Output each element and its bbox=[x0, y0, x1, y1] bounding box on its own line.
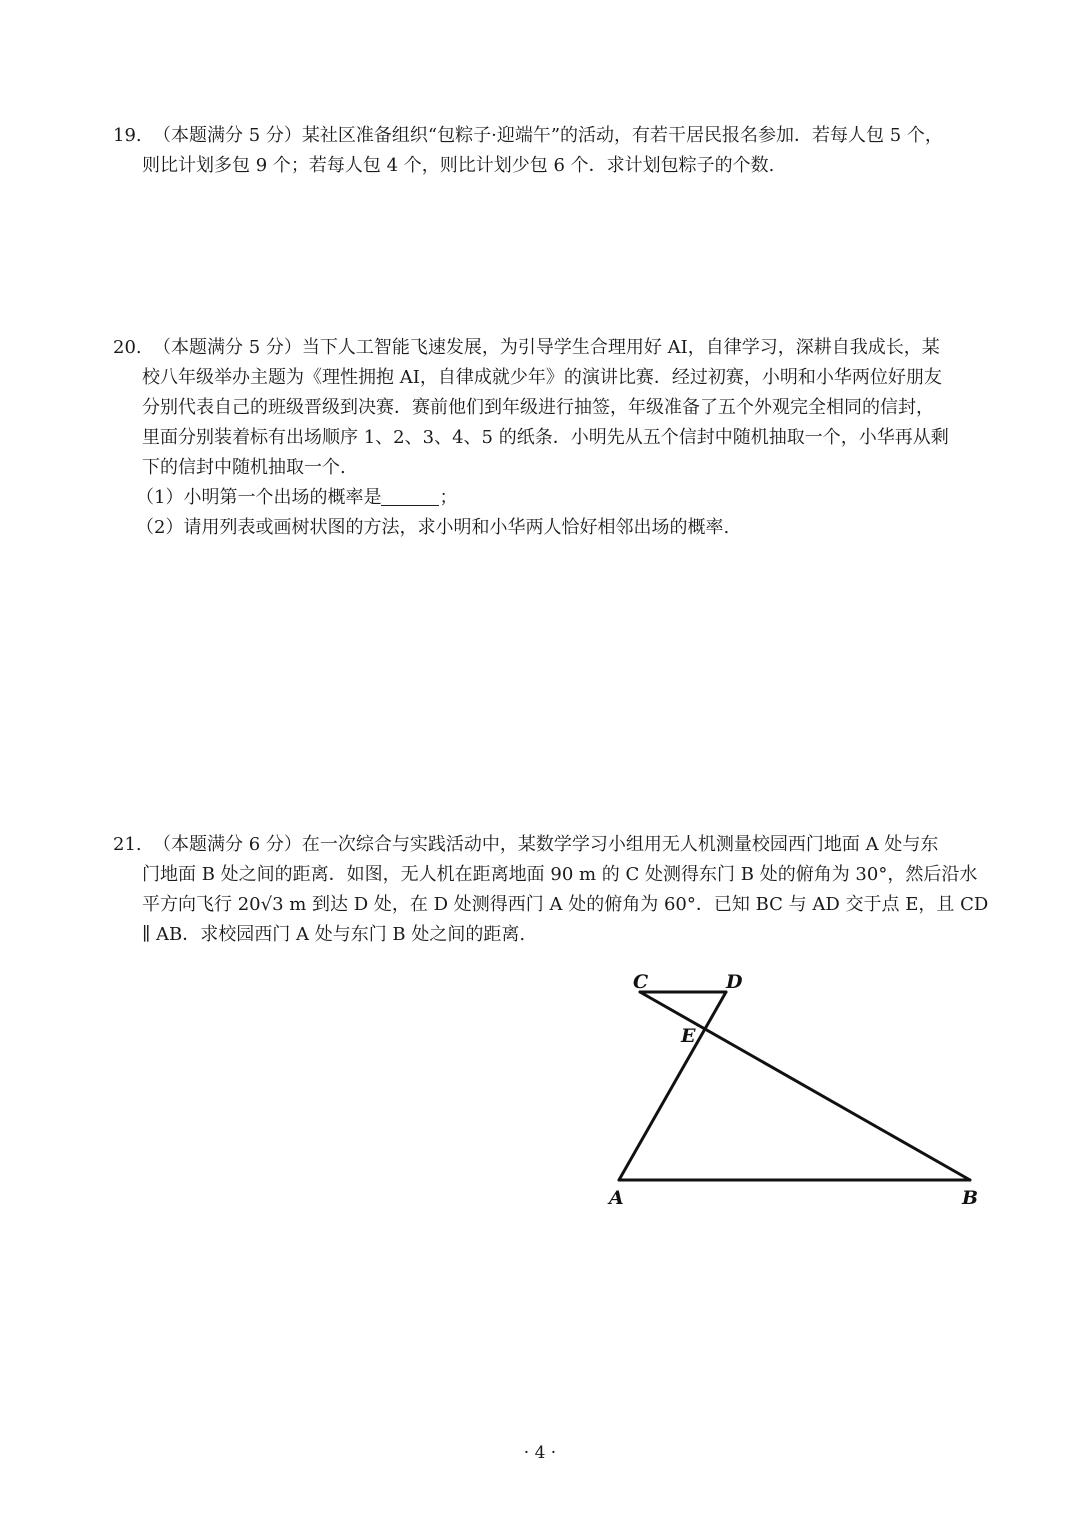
label-a: A bbox=[609, 1187, 624, 1209]
problem-19-line-2: 则比计划多包 9 个；若每人包 4 个，则比计划少包 6 个．求计划包粽子的个数. bbox=[142, 155, 775, 176]
geometry-figure bbox=[596, 962, 996, 1212]
problem-21-line-1 bbox=[113, 830, 998, 860]
problem-21-line-2: 门地面 B 处之间的距离．如图，无人机在距离地面 90 m 的 C 处测得东门 B 处的俯角为 30°，然后沿水 bbox=[142, 864, 978, 885]
problem-21-text-1: （本题满分 6 分）在一次综合与实践活动中，某数学学习小组用无人机测量校园西门地面 A 处与东 bbox=[153, 834, 939, 855]
label-b: B bbox=[962, 1187, 979, 1209]
problem-20 bbox=[113, 333, 998, 543]
label-d: D bbox=[726, 971, 743, 993]
problem-20-question-2: （2）请用列表或画树状图的方法，求小明和小华两人恰好相邻出场的概率. bbox=[136, 517, 730, 538]
answer-blank[interactable] bbox=[381, 487, 439, 506]
question-1-text: （1）小明第一个出场的概率是 bbox=[136, 487, 382, 508]
question-1-suffix: ； bbox=[439, 487, 458, 508]
problem-21-line-4: ∥ AB．求校园西门 A 处与东门 B 处之间的距离. bbox=[142, 924, 526, 945]
problem-20-line-4: 里面分别装着标有出场顺序 1、2、3、4、5 的纸条．小明先从五个信封中随机抽取一个，小华再从剩 bbox=[142, 427, 949, 448]
problem-21-line-3: 平方向飞行 20√3 m 到达 D 处，在 D 处测得西门 A 处的俯角为 60°．已知 BC 与 AD 交于点 E，且 CD bbox=[142, 894, 989, 915]
problem-20-line-1 bbox=[113, 333, 998, 363]
problem-19 bbox=[113, 121, 998, 181]
problem-21-number: 21. bbox=[113, 834, 142, 855]
label-c: C bbox=[633, 971, 649, 993]
page-number: · 4 · bbox=[523, 1443, 557, 1463]
problem-20-line-5: 下的信封中随机抽取一个. bbox=[142, 457, 346, 478]
label-e: E bbox=[681, 1025, 696, 1047]
problem-20-question-1 bbox=[113, 483, 998, 513]
problem-19-line-1 bbox=[113, 121, 998, 151]
problem-21 bbox=[113, 830, 998, 950]
problem-19-number: 19. bbox=[113, 125, 142, 146]
problem-19-text-1: （本题满分 5 分）某社区准备组织“包粽子·迎端午”的活动，有若干居民报名参加．若每人包 5 个， bbox=[153, 125, 943, 146]
problem-20-line-2: 校八年级举办主题为《理性拥抱 AI，自律成就少年》的演讲比赛．经过初赛，小明和小华两位好朋友 bbox=[142, 367, 942, 388]
problem-20-number: 20. bbox=[113, 337, 142, 358]
segment-cb bbox=[640, 992, 970, 1180]
problem-20-text-1: （本题满分 5 分）当下人工智能飞速发展，为引导学生合理用好 AI，自律学习，深耕自我成长，某 bbox=[153, 337, 940, 358]
segment-da bbox=[619, 992, 726, 1180]
problem-20-line-3: 分别代表自己的班级晋级到决赛．赛前他们到年级进行抽签，年级准备了五个外观完全相同的信封， bbox=[142, 397, 934, 418]
